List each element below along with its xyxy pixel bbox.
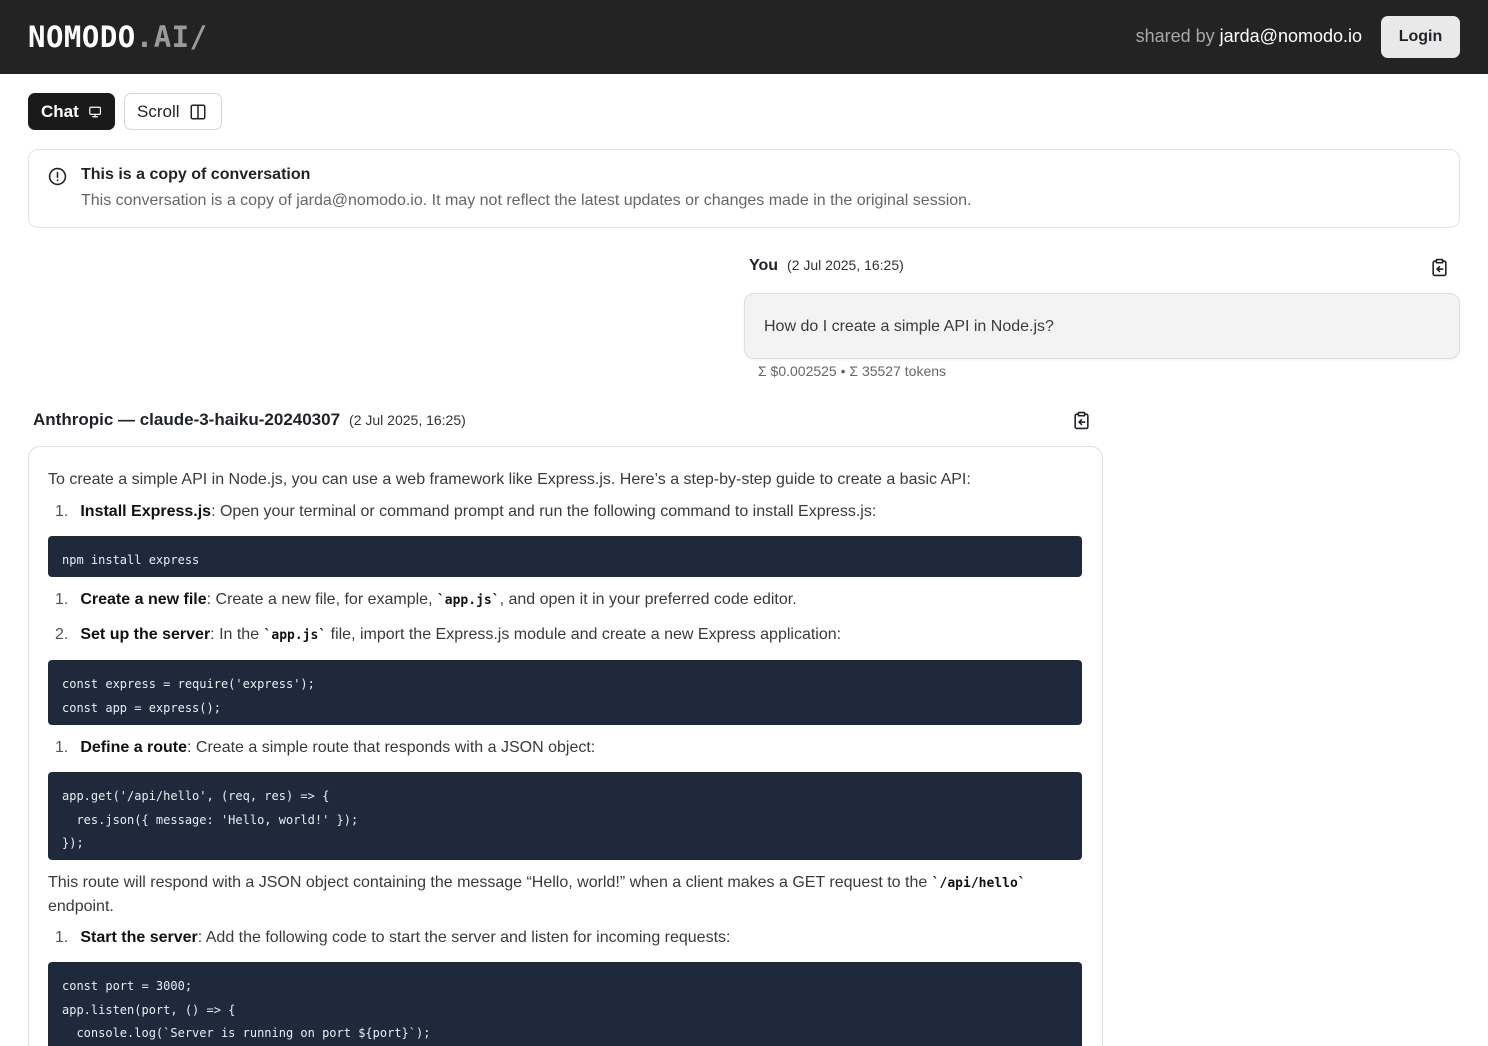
- list-rest: : Create a simple route that responds with a JSON object:: [187, 739, 596, 756]
- assistant-timestamp: (2 Jul 2025, 16:25): [349, 412, 466, 428]
- scroll-mode-button[interactable]: [124, 93, 222, 130]
- chat-mode-label: Chat: [41, 101, 79, 121]
- copy-notice: [28, 149, 1460, 228]
- chat-mode-button[interactable]: [28, 93, 115, 130]
- monitor-icon: [88, 103, 102, 121]
- list-title: Install Express.js: [80, 503, 212, 520]
- clipboard-copy-icon[interactable]: [1430, 258, 1449, 277]
- list-item: [55, 591, 797, 609]
- user-author: You: [749, 257, 779, 274]
- list-rest: : Add the following code to start the server and listen for incoming requests:: [197, 929, 731, 946]
- list-item: [55, 929, 730, 947]
- shared-email: jarda@nomodo.io: [1219, 26, 1362, 46]
- list-rest: : In the: [210, 626, 264, 643]
- code-block: [48, 962, 1082, 1046]
- user-message-text: How do I create a simple API in Node.js?: [764, 318, 1054, 335]
- list-item: [55, 626, 841, 644]
- list-number: 1.: [55, 591, 69, 608]
- shared-by: [1136, 26, 1362, 47]
- list-text: [80, 591, 796, 609]
- route-note-text: This route will respond with a JSON object containing the message “Hello, world!” when a client makes a GET request to the: [48, 874, 932, 891]
- usage-meta: Σ $0.002525 • Σ 35527 tokens: [758, 363, 947, 379]
- top-bar: [0, 0, 1488, 74]
- user-message-bubble: [744, 293, 1460, 359]
- logo: [28, 20, 208, 54]
- list-title: Create a new file: [80, 591, 207, 608]
- clipboard-copy-icon[interactable]: [1072, 411, 1091, 430]
- list-item: [55, 739, 595, 757]
- code-line: console.log(`Server is running on port ${port}`);: [62, 1026, 431, 1040]
- user-message-header: [749, 257, 904, 275]
- code-block: [48, 660, 1082, 725]
- scroll-mode-label: Scroll: [137, 101, 180, 121]
- logo-suffix: .AI/: [135, 20, 208, 54]
- inline-code: `app.js`: [436, 593, 500, 608]
- route-note: [48, 871, 1088, 918]
- login-button[interactable]: Login: [1381, 16, 1460, 58]
- list-text: [80, 929, 730, 947]
- list-rest: : Create a new file, for example,: [206, 591, 437, 608]
- list-title: Define a route: [80, 739, 188, 756]
- list-text: [80, 503, 876, 521]
- user-timestamp: (2 Jul 2025, 16:25): [787, 257, 904, 273]
- columns-icon: [189, 103, 207, 121]
- list-title: Start the server: [80, 929, 198, 946]
- code-line: app.get('/api/hello', (req, res) => {: [62, 789, 330, 803]
- code-block: [48, 536, 1082, 577]
- route-note-end: endpoint.: [48, 898, 114, 915]
- list-rest: , and open it in your preferred code editor.: [499, 591, 797, 608]
- code-line: });: [62, 836, 84, 850]
- assistant-message-header: [33, 410, 466, 430]
- code-line: res.json({ message: 'Hello, world!' });: [62, 812, 359, 827]
- shared-prefix: shared by: [1135, 26, 1215, 46]
- assistant-author: Anthropic — claude-3-haiku-20240307: [33, 410, 341, 429]
- list-number: 2.: [55, 626, 69, 643]
- inline-code: `/api/hello`: [931, 876, 1026, 891]
- notice-title: This is a copy of conversation: [81, 166, 311, 183]
- list-number: 1.: [55, 929, 69, 946]
- list-rest: : Open your terminal or command prompt and run the following command to install Express.js:: [211, 503, 877, 520]
- logo-main: NOMODO: [28, 20, 136, 54]
- list-item: [55, 503, 876, 521]
- code-line: app.listen(port, () => {: [62, 1002, 236, 1017]
- notice-text: This conversation is a copy of jarda@nomodo.io. It may not reflect the latest updates or changes made in the original session.: [81, 192, 972, 209]
- list-rest: file, import the Express.js module and create a new Express application:: [326, 626, 842, 643]
- list-text: [80, 626, 841, 644]
- code-block: [48, 772, 1082, 860]
- list-number: 1.: [55, 739, 69, 756]
- list-text: [80, 739, 595, 757]
- list-number: 1.: [55, 503, 69, 520]
- code-line: const app = express();: [62, 700, 221, 715]
- list-title: Set up the server: [80, 626, 211, 643]
- code-line: const express = require('express');: [62, 677, 315, 691]
- code-line: npm install express: [62, 553, 200, 567]
- inline-code: `app.js`: [263, 628, 327, 643]
- alert-circle-icon: [48, 167, 67, 186]
- assistant-intro: To create a simple API in Node.js, you can use a web framework like Express.js. Here’s a step-by-step guide to create a basic API:: [48, 471, 971, 488]
- code-line: const port = 3000;: [62, 979, 193, 993]
